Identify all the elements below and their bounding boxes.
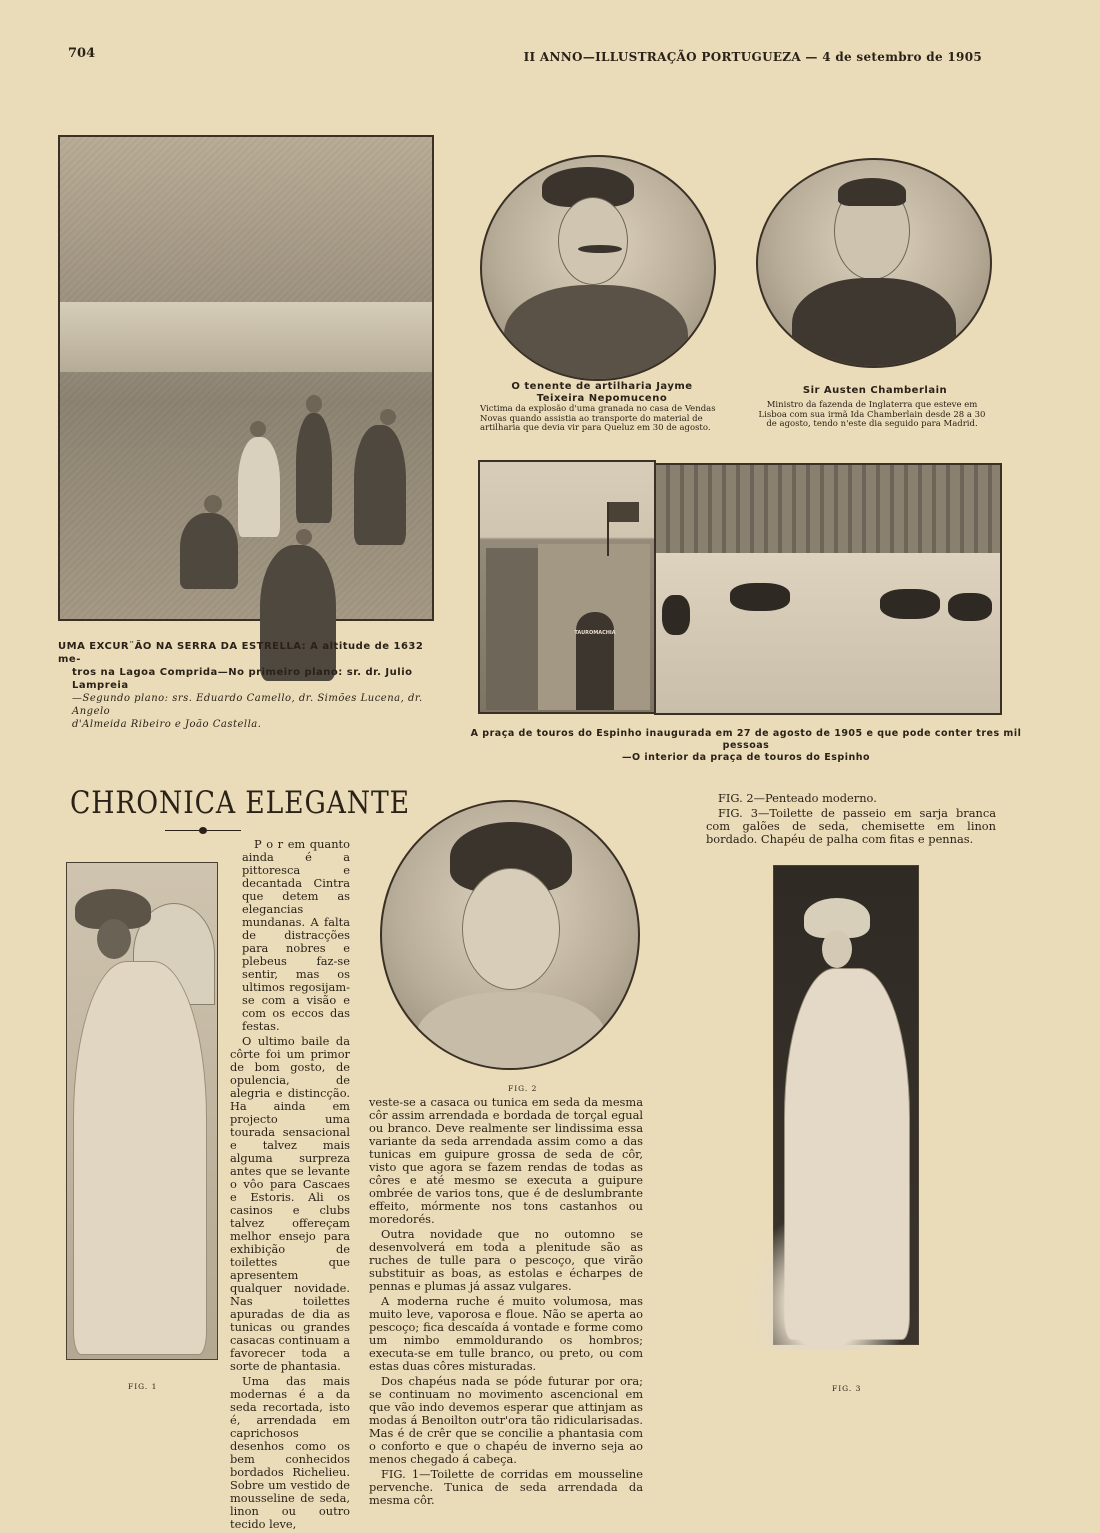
portrait-chamberlain-desc: Ministro da fazenda de Inglaterra que esteve em Lisboa com sua irmã Ida Chamberlain desde 28 a 30 de agosto, tendo n'este dia seguido para Madrid. [758, 400, 986, 429]
lake-area [60, 302, 432, 372]
bullring-caption-line: A praça de touros do Espinho inaugurada em 27 de agosto de 1905 e que pode conter tres mil pessoas [470, 728, 1022, 751]
paragraph: Uma das mais modernas é a da seda recortada, isto é, arrendada em caprichosos desenhos como os bem conhecidos bordados Richelieu. Sobre um vestido de mousseline de seda, linon ou outro tecido leve, [230, 1374, 350, 1531]
paragraph: FIG. 1—Toilette de corridas em mousseline pervenche. Tunica de seda arrendada da mesma côr. [369, 1467, 643, 1507]
fig3-backdrop [735, 1200, 915, 1350]
portrait-chamberlain [756, 158, 992, 368]
fig1-label: FIG. 1 [128, 1382, 158, 1391]
paragraph: Outra novidade que no outomno se desenvolverá em toda a plenitude são as ruches de tulle para o pescoço, que virão substituir as boas, as estolas e écharpes de pennas e plumas já assaz vulgares. [369, 1227, 643, 1293]
masthead: II ANNO—ILLUSTRAÇÃO PORTUGUEZA — 4 de setembro de 1905 [523, 50, 982, 64]
excursion-caption-line: tros na Lagoa Comprida—No primeiro plano: sr. dr. Julio Lampreia [72, 667, 413, 691]
portrait-chamberlain-name: Sir Austen Chamberlain [802, 385, 948, 396]
text-column-1 [230, 838, 350, 1533]
bullring-exterior-photo [478, 460, 656, 714]
paragraph: FIG. 3—Toilette de passeio em sarja branca com galões de seda, chemisette em linon bordado. Chapéu de palha com fitas e pennas. [706, 806, 996, 846]
portrait-nepomuceno-desc: Victima da explosão d'uma granada no casa de Vendas Novas quando assistia ao transporte do material de artilharia que devia vir para Queluz em 30 de agosto. [480, 404, 716, 433]
paragraph: Dos chapéus nada se póde futurar por ora; se continuam no movimento ascencional em que vão indo devemos esperar que attinjam as modas á Benoilton outr'ora tão ridicularisadas. Mas é de crêr que se concilie a phantasia com o conforto e que o chapéu de inverno seja ao menos chegado á cabeça. [369, 1374, 643, 1466]
paragraph: FIG. 2—Penteado moderno. [718, 791, 877, 805]
excursion-caption [58, 640, 438, 731]
excursion-caption-line: —Segundo plano: srs. Eduardo Camello, dr. Simões Lucena, dr. Angelo [72, 693, 423, 717]
bullring-sign: TAUROMACHIA [574, 630, 616, 636]
bullring-caption [466, 728, 1026, 764]
page-number: 704 [68, 46, 96, 61]
paragraph: O ultimo baile da côrte foi um primor de bom gosto, de opulencia, de alegria e distincção. Ha ainda em projecto uma tourada sensacional e talvez mais alguma surpreza antes que se levante o vôo para Cascaes e Estoris. Ali os casinos e clubs talvez offereçam melhor ensejo para exhibição de toilettes que apresentem qualquer novidade. Nas toilettes apuradas de dia as tunicas ou grandes casacas continuam a favorecer toda a sorte de phantasia. [230, 1034, 350, 1373]
text-column-3 [706, 792, 996, 848]
paragraph: veste-se a casaca ou tunica em seda da mesma côr assim arrendada e bordada de torçal egual ou branco. Deve realmente ser lindissima essa variante da seda arrendada assim como a das tunicas em guipure grossa de seda de côr, visto que agora se fazem rendas de todas as côres e até mesmo se executa a guipure ombrée de varios tons, que é de deslumbrante effeito, mórmente nos tons castanhos ou moredorés. [369, 1095, 643, 1226]
fig2-portrait [380, 800, 640, 1070]
portrait-nepomuceno-name: O tenente de artilharia Jayme Teixeira Nepomuceno [511, 381, 693, 404]
paragraph: P o r em quanto ainda é a pittoresca e decantada Cintra que detem as elegancias mundanas. A falta de distracções para nobres e plebeus faz-se sentir, mas os ultimos regosijam-se com a visão e com os eccos das festas. [242, 837, 350, 1033]
title-ornament-dot [199, 827, 207, 834]
fig2-label: FIG. 2 [508, 1084, 538, 1093]
excursion-caption-line: d'Almeida Ribeiro e João Castella. [72, 719, 262, 730]
fig3-label: FIG. 3 [832, 1384, 862, 1393]
bullring-interior-photo [654, 463, 1002, 715]
bullring-caption-line: —O interior da praça de touros do Espinho [621, 752, 871, 763]
excursion-caption-line: UMA EXCUR¨ÃO NA SERRA DA ESTRELLA: A altitude de 1632 me- [58, 641, 424, 665]
fig1-illustration [66, 862, 218, 1360]
paragraph: A moderna ruche é muito volumosa, mas muito leve, vaporosa e floue. Não se aperta ao pescoço; fica descaída á vontade e forme como um nimbo emmoldurando os hombros; executa-se em tulle branco, ou preto, ou com estas duas côres misturadas. [369, 1294, 643, 1373]
text-column-2 [369, 1096, 643, 1509]
excursion-photo [58, 135, 434, 621]
section-title: CHRONICA ELEGANTE [70, 785, 410, 821]
portrait-nepomuceno [480, 155, 716, 381]
